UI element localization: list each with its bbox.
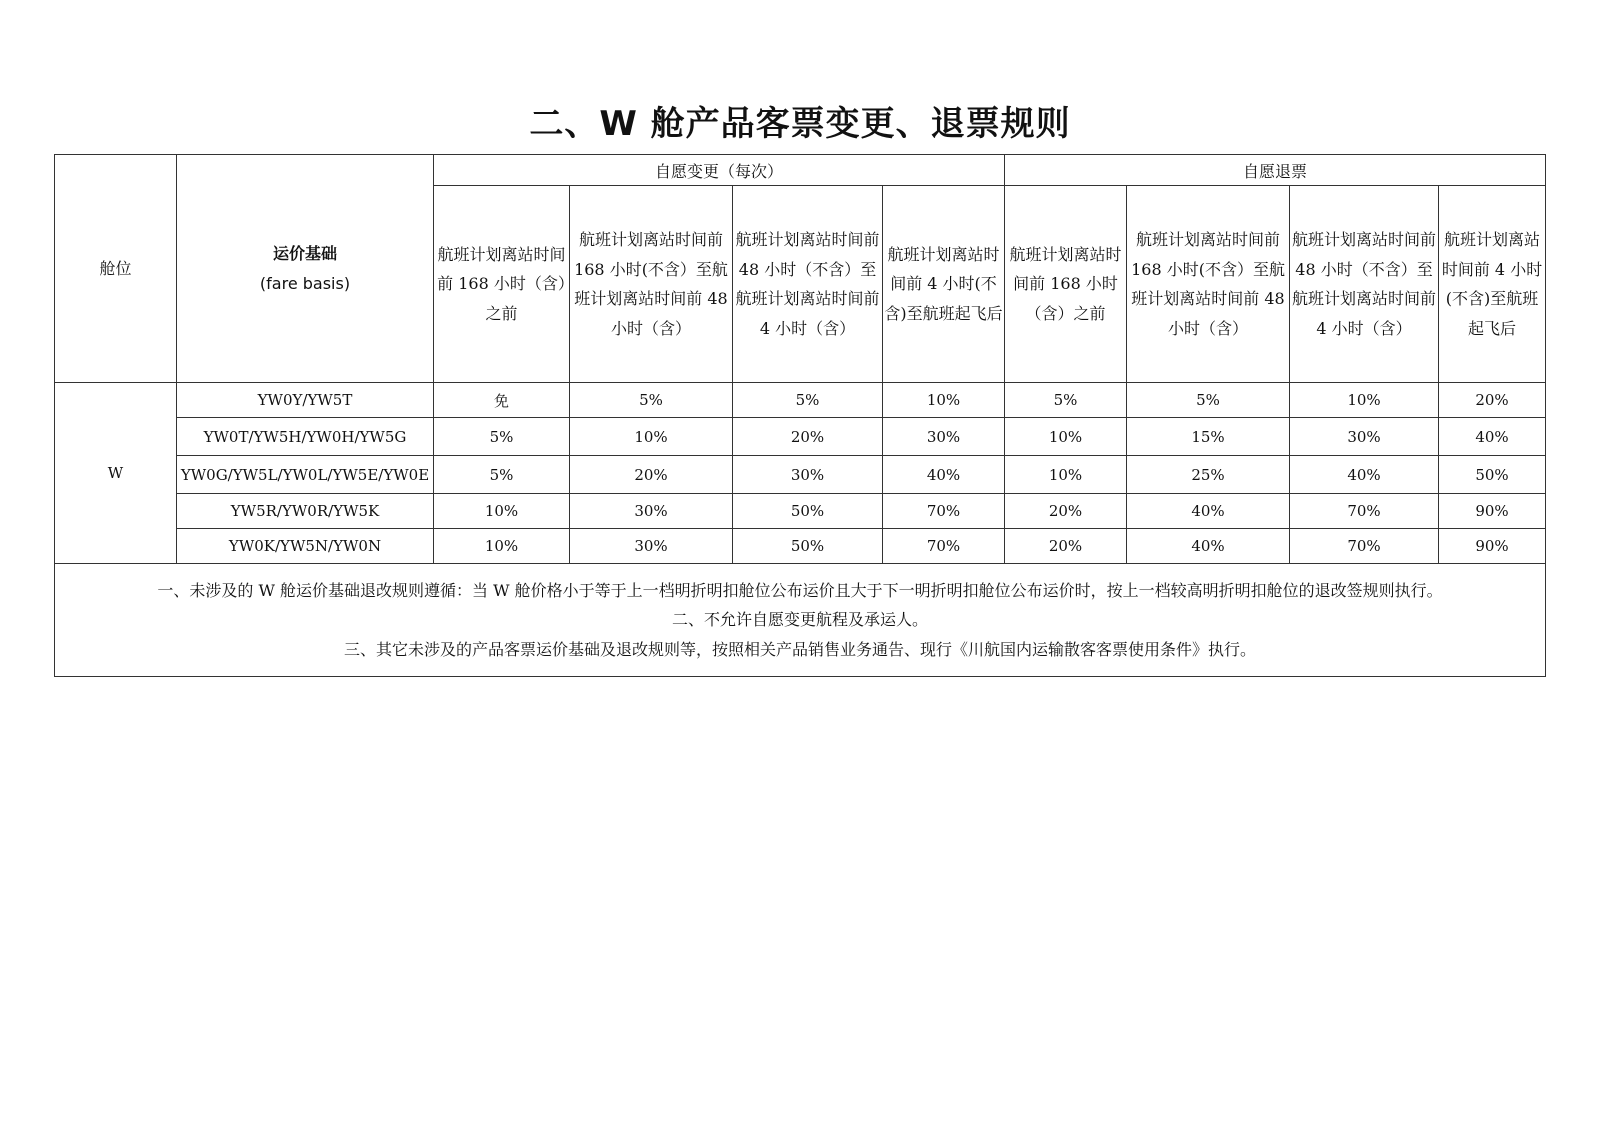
change-fee-cell: 5% [570, 383, 733, 418]
notes-row [55, 564, 1546, 677]
change-condition-header: 航班计划离站时间前 168 小时(不含）至航班计划离站时间前 48 小时（含） [570, 186, 733, 383]
fare-basis-header-label: 运价基础 [272, 243, 337, 263]
fare-basis-cell: YW0T/YW5H/YW0H/YW5G [177, 418, 434, 456]
change-fee-cell: 40% [883, 456, 1005, 494]
refund-fee-cell: 25% [1127, 456, 1290, 494]
refund-fee-cell: 5% [1005, 383, 1127, 418]
change-fee-cell: 30% [733, 456, 883, 494]
refund-fee-cell: 90% [1439, 494, 1546, 529]
refund-fee-cell: 70% [1290, 494, 1439, 529]
change-condition-header: 航班计划离站时间前 168 小时（含）之前 [434, 186, 570, 383]
page-title: 二、W 舱产品客票变更、退票规则 [529, 104, 1071, 144]
change-fee-cell: 10% [570, 418, 733, 456]
note-item: 一、未涉及的 W 舱运价基础退改规则遵循：当 W 舱价格小于等于上一档明折明扣舱位公布运价且大于下一明折明扣舱位公布运价时，按上一档较高明折明扣舱位的退改签规则执行。 [157, 580, 1443, 600]
change-fee-cell: 50% [733, 494, 883, 529]
change-fee-cell: 5% [733, 383, 883, 418]
note-item: 三、其它未涉及的产品客票运价基础及退改规则等，按照相关产品销售业务通告、现行《川航国内运输散客客票使用条件》执行。 [344, 639, 1257, 659]
refund-fee-cell: 20% [1005, 529, 1127, 564]
table-row [55, 456, 1546, 494]
fare-basis-header-en: (fare basis) [259, 273, 351, 293]
refund-fee-cell: 70% [1290, 529, 1439, 564]
notes-cell [55, 564, 1546, 677]
table-row [55, 529, 1546, 564]
refund-fee-cell: 30% [1290, 418, 1439, 456]
refund-fee-cell: 20% [1005, 494, 1127, 529]
fare-basis-cell: YW5R/YW0R/YW5K [177, 494, 434, 529]
refund-condition-header: 航班计划离站时间前 168 小时(不含）至航班计划离站时间前 48 小时（含） [1127, 186, 1290, 383]
refund-fee-cell: 5% [1127, 383, 1290, 418]
change-fee-cell: 10% [434, 494, 570, 529]
change-fee-cell: 20% [570, 456, 733, 494]
change-fee-cell: 30% [570, 529, 733, 564]
refund-fee-cell: 10% [1290, 383, 1439, 418]
refund-fee-cell: 50% [1439, 456, 1546, 494]
change-fee-cell: 5% [434, 418, 570, 456]
change-fee-cell: 10% [434, 529, 570, 564]
change-fee-cell: 30% [570, 494, 733, 529]
fare-basis-cell: YW0Y/YW5T [177, 383, 434, 418]
change-fee-cell: 70% [883, 529, 1005, 564]
change-fee-cell: 免 [434, 383, 570, 418]
refund-condition-header: 航班计划离站时间前 4 小时(不含)至航班起飞后 [1439, 186, 1546, 383]
cabin-cell: W [55, 383, 177, 564]
header-row-groups [55, 155, 1546, 186]
voluntary-change-header: 自愿变更（每次） [434, 155, 1005, 186]
cabin-header: 舱位 [55, 155, 177, 383]
table-row [55, 494, 1546, 529]
refund-fee-cell: 40% [1127, 494, 1290, 529]
change-fee-cell: 50% [733, 529, 883, 564]
fare-basis-cell: YW0K/YW5N/YW0N [177, 529, 434, 564]
change-fee-cell: 70% [883, 494, 1005, 529]
refund-fee-cell: 90% [1439, 529, 1546, 564]
refund-fee-cell: 40% [1290, 456, 1439, 494]
refund-condition-header: 航班计划离站时间前 168 小时（含）之前 [1005, 186, 1127, 383]
refund-fee-cell: 20% [1439, 383, 1546, 418]
change-condition-header: 航班计划离站时间前 48 小时（不含）至航班计划离站时间前 4 小时（含） [733, 186, 883, 383]
change-fee-cell: 30% [883, 418, 1005, 456]
refund-fee-cell: 40% [1439, 418, 1546, 456]
refund-fee-cell: 15% [1127, 418, 1290, 456]
voluntary-refund-header: 自愿退票 [1005, 155, 1546, 186]
table-row [55, 418, 1546, 456]
change-fee-cell: 5% [434, 456, 570, 494]
note-item: 二、不允许自愿变更航程及承运人。 [672, 610, 929, 630]
change-condition-header: 航班计划离站时间前 4 小时(不含)至航班起飞后 [883, 186, 1005, 383]
refund-fee-cell: 40% [1127, 529, 1290, 564]
refund-fee-cell: 10% [1005, 456, 1127, 494]
table-row [55, 383, 1546, 418]
fare-basis-cell: YW0G/YW5L/YW0L/YW5E/YW0E [177, 456, 434, 494]
refund-condition-header: 航班计划离站时间前 48 小时（不含）至航班计划离站时间前 4 小时（含） [1290, 186, 1439, 383]
change-fee-cell: 10% [883, 383, 1005, 418]
refund-change-rules-table [54, 154, 1546, 677]
fare-basis-header [177, 155, 434, 383]
change-fee-cell: 20% [733, 418, 883, 456]
refund-fee-cell: 10% [1005, 418, 1127, 456]
